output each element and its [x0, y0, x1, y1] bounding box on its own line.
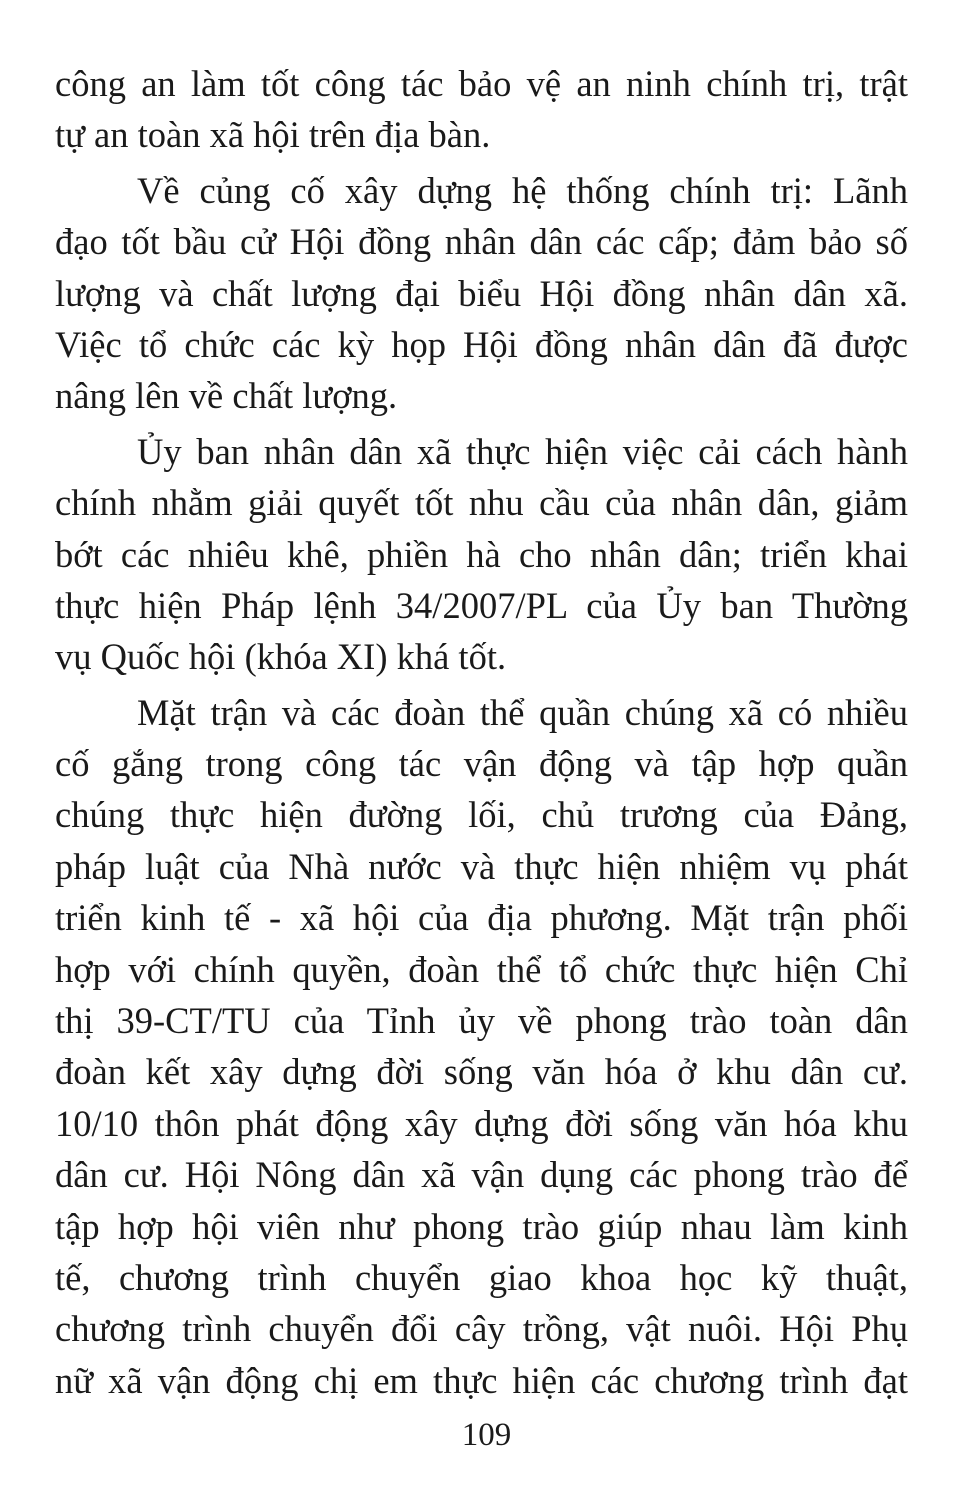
text-line: 10/10 thôn phát động xây dựng đời sống văn hóa khu	[55, 1102, 908, 1144]
paragraph-2	[55, 165, 908, 422]
text-line: tự an toàn xã hội trên địa bàn.	[55, 114, 491, 156]
text-line: thực hiện Pháp lệnh 34/2007/PL của Ủy ban Thường	[55, 584, 908, 626]
text-line: vụ Quốc hội (khóa XI) khá tốt.	[55, 636, 507, 678]
page-number: 109	[461, 1417, 512, 1453]
text-line: tập hợp hội viên như phong trào giúp nhau làm kinh	[55, 1205, 908, 1247]
page-body	[55, 58, 908, 1410]
text-line: triển kinh tế - xã hội của địa phương. Mặt trận phối	[55, 897, 908, 939]
text-line: tế, chương trình chuyển giao khoa học kỹ thuật,	[55, 1256, 908, 1298]
text-line: chúng thực hiện đường lối, chủ trương của Đảng,	[55, 794, 908, 836]
text-line: Mặt trận và các đoàn thể quần chúng xã có nhiều	[137, 691, 908, 733]
paragraph-3	[55, 426, 908, 683]
text-line: pháp luật của Nhà nước và thực hiện nhiệm vụ phát	[55, 845, 908, 887]
text-line: đạo tốt bầu cử Hội đồng nhân dân các cấp; đảm bảo số	[55, 221, 908, 263]
text-line: Về củng cố xây dựng hệ thống chính trị: Lãnh	[137, 169, 908, 211]
text-line: Việc tổ chức các kỳ họp Hội đồng nhân dân đã được	[55, 323, 908, 365]
paragraph-4	[55, 687, 908, 1406]
text-line: bớt các nhiêu khê, phiền hà cho nhân dân; triển khai	[55, 533, 908, 575]
text-line: chính nhằm giải quyết tốt nhu cầu của nhân dân, giảm	[55, 482, 908, 524]
text-line: lượng và chất lượng đại biểu Hội đồng nhân dân xã.	[55, 272, 908, 314]
text-line: thị 39-CT/TU của Tỉnh ủy về phong trào toàn dân	[55, 1000, 908, 1042]
text-line: cố gắng trong công tác vận động và tập hợp quần	[55, 743, 908, 785]
text-line: nâng lên về chất lượng.	[55, 375, 398, 417]
text-line: hợp với chính quyền, đoàn thể tổ chức thực hiện Chỉ	[55, 948, 908, 990]
text-line: nữ xã vận động chị em thực hiện các chương trình đạt	[55, 1359, 908, 1401]
paragraph-1	[55, 58, 908, 161]
text-line: Ủy ban nhân dân xã thực hiện việc cải cách hành	[137, 430, 908, 472]
text-line: dân cư. Hội Nông dân xã vận dụng các phong trào để	[55, 1154, 908, 1196]
text-line: chương trình chuyển đổi cây trồng, vật nuôi. Hội Phụ	[55, 1308, 908, 1350]
text-line: công an làm tốt công tác bảo vệ an ninh chính trị, trật	[55, 63, 908, 104]
text-line: đoàn kết xây dựng đời sống văn hóa ở khu dân cư.	[55, 1051, 908, 1093]
